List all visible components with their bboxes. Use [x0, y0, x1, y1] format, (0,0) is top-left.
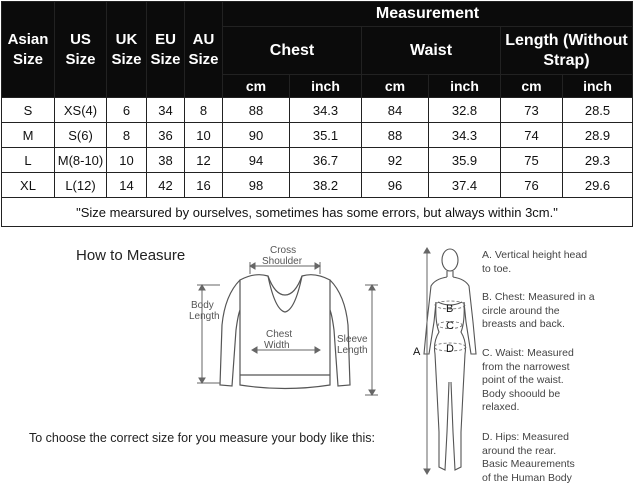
cell-waist-cm: 92 [362, 148, 429, 173]
cell-length-cm: 73 [501, 98, 563, 123]
body-length-label-line1: Body [191, 300, 214, 311]
size-chart-table [1, 1, 633, 227]
sleeve-length-label-line1: Sleeve [337, 334, 368, 345]
sleeve-length-label-line2: Length [337, 345, 368, 356]
description-a: A. Vertical height head to toe. [482, 249, 588, 275]
cell-chest-cm: 98 [223, 173, 290, 198]
cell-au: 16 [185, 173, 223, 198]
unit-waist-cm: cm [362, 75, 429, 98]
body-length-label-line2: Length [189, 311, 220, 322]
cell-length-cm: 74 [501, 123, 563, 148]
cell-chest-cm: 88 [223, 98, 290, 123]
cell-eu: 34 [147, 98, 185, 123]
unit-length-inch: inch [563, 75, 633, 98]
cell-length-inch: 29.6 [563, 173, 633, 198]
choose-size-instruction: To choose the correct size for you measure your body like this: [29, 431, 375, 445]
cell-uk: 14 [107, 173, 147, 198]
cell-asian: XL [2, 173, 55, 198]
description-d: D. Hips: Measured around the rear. Basic Meaurements of the Human Body [482, 431, 575, 484]
marker-d: D [446, 343, 454, 355]
header-waist: Waist [362, 27, 501, 75]
header-au-size: AU Size [185, 2, 223, 98]
cell-eu: 42 [147, 173, 185, 198]
cell-au: 8 [185, 98, 223, 123]
cell-asian: L [2, 148, 55, 173]
chest-width-label-line2: Width [264, 340, 290, 351]
measurement-note: "Size mearsured by ourselves, sometimes has some errors, but always within 3cm." [2, 198, 633, 227]
cell-waist-inch: 37.4 [429, 173, 501, 198]
header-eu-size: EU Size [147, 2, 185, 98]
header-uk-size: UK Size [107, 2, 147, 98]
cell-waist-inch: 34.3 [429, 123, 501, 148]
cell-waist-inch: 32.8 [429, 98, 501, 123]
chest-width-label-line1: Chest [266, 329, 293, 340]
table-row [2, 123, 633, 148]
cell-waist-cm: 84 [362, 98, 429, 123]
cell-eu: 36 [147, 123, 185, 148]
cell-asian: M [2, 123, 55, 148]
cell-asian: S [2, 98, 55, 123]
cell-chest-cm: 94 [223, 148, 290, 173]
cell-uk: 6 [107, 98, 147, 123]
cell-us: XS(4) [55, 98, 107, 123]
cross-shoulder-label-line1: Cross [270, 245, 297, 256]
unit-chest-inch: inch [290, 75, 362, 98]
cell-chest-cm: 90 [223, 123, 290, 148]
cell-chest-inch: 35.1 [290, 123, 362, 148]
cell-length-inch: 28.9 [563, 123, 633, 148]
cell-us: M(8-10) [55, 148, 107, 173]
cell-waist-cm: 88 [362, 123, 429, 148]
unit-length-cm: cm [501, 75, 563, 98]
description-c: C. Waist: Measured from the narrowest point of the waist. Body shoould be relaxed. [482, 347, 574, 413]
cell-us: S(6) [55, 123, 107, 148]
cell-chest-inch: 34.3 [290, 98, 362, 123]
cell-uk: 10 [107, 148, 147, 173]
table-row [2, 148, 633, 173]
cell-au: 12 [185, 148, 223, 173]
header-length: Length (Without Strap) [501, 27, 633, 75]
cell-waist-cm: 96 [362, 173, 429, 198]
cell-eu: 38 [147, 148, 185, 173]
marker-c: C [446, 320, 454, 332]
unit-waist-inch: inch [429, 75, 501, 98]
marker-a: A [413, 346, 421, 358]
cell-chest-inch: 38.2 [290, 173, 362, 198]
cell-us: L(12) [55, 173, 107, 198]
cell-uk: 8 [107, 123, 147, 148]
cell-au: 10 [185, 123, 223, 148]
description-b: B. Chest: Measured in a circle around the breasts and back. [482, 291, 595, 330]
cell-length-cm: 76 [501, 173, 563, 198]
cell-waist-inch: 35.9 [429, 148, 501, 173]
sweater-illustration [180, 240, 390, 405]
cell-length-cm: 75 [501, 148, 563, 173]
header-asian-size: Asian Size [2, 2, 55, 98]
cell-length-inch: 28.5 [563, 98, 633, 123]
table-row [2, 173, 633, 198]
header-chest: Chest [223, 27, 362, 75]
cross-shoulder-label-line2: Shoulder [262, 256, 303, 267]
header-measurement: Measurement [223, 2, 633, 27]
unit-chest-cm: cm [223, 75, 290, 98]
how-to-measure-title: How to Measure [76, 247, 186, 264]
table-row [2, 98, 633, 123]
marker-b: B [446, 303, 454, 315]
cell-length-inch: 29.3 [563, 148, 633, 173]
body-measurement-figure [405, 242, 480, 484]
cell-chest-inch: 36.7 [290, 148, 362, 173]
header-us-size: US Size [55, 2, 107, 98]
